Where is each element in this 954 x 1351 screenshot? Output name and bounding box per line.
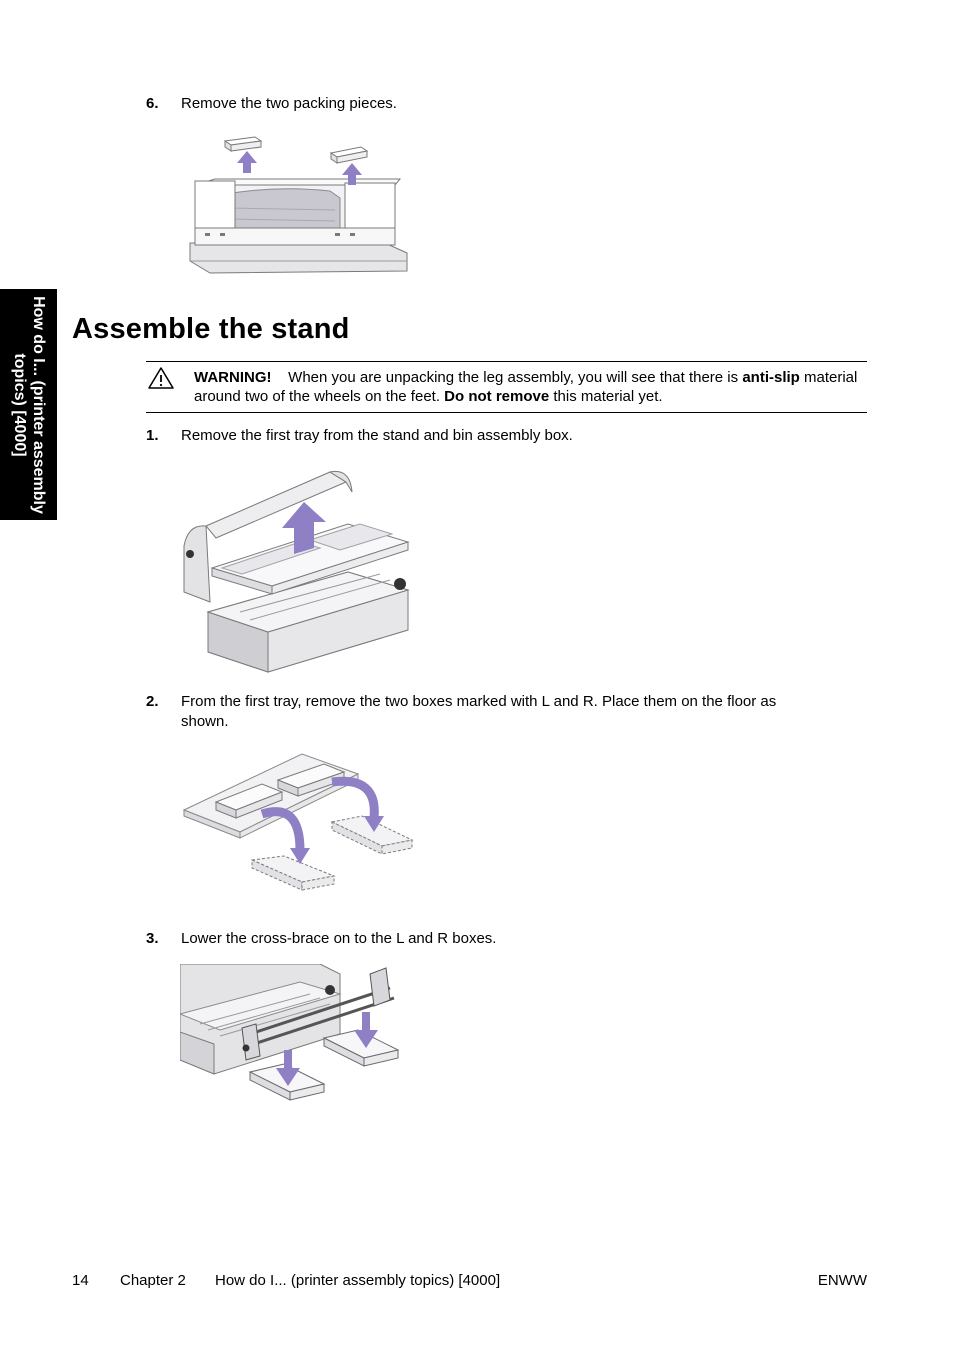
step-1-text: Remove the first tray from the stand and bin assembly box. — [181, 427, 573, 444]
step-2-number: 2. — [146, 693, 159, 710]
warning-bold-anti-slip: anti-slip — [742, 369, 800, 386]
warning-text-part1: When you are unpacking the leg assembly, you will see that there is — [288, 369, 739, 386]
warning-top-rule — [146, 361, 867, 362]
step-2-text-line2: shown. — [181, 713, 229, 730]
footer-enww: ENWW — [817, 1272, 867, 1289]
warning-bottom-rule — [146, 412, 867, 413]
footer-page-number: 14 — [72, 1272, 89, 1289]
warning-text-part2: material around two of the wheels on the feet. — [194, 369, 858, 405]
side-tab-label: How do I... (printer assembly topics) [4000] — [10, 295, 47, 514]
cross-brace-illustration — [180, 964, 406, 1118]
remove-tray-illustration — [180, 462, 412, 674]
l-r-boxes-illustration — [182, 752, 414, 912]
step-3-number: 3. — [146, 930, 159, 947]
step-3-text: Lower the cross-brace on to the L and R boxes. — [181, 930, 497, 947]
chapter-side-tab — [0, 289, 57, 520]
footer-chapter-title: How do I... (printer assembly topics) [4000] — [215, 1272, 501, 1289]
warning-bold-do-not-remove: Do not remove — [444, 388, 550, 405]
warning-triangle-icon — [147, 366, 175, 390]
warning-text — [194, 368, 869, 406]
footer-chapter: Chapter 2 — [120, 1272, 186, 1289]
step-1-number: 1. — [146, 427, 159, 444]
section-title: Assemble the stand — [72, 313, 350, 345]
step-6-number: 6. — [146, 95, 159, 112]
step-2-text-line1: From the first tray, remove the two boxes marked with L and R. Place them on the floor as — [181, 693, 777, 710]
packing-pieces-illustration — [185, 133, 411, 283]
warning-label: WARNING! — [194, 369, 272, 386]
step-6-text: Remove the two packing pieces. — [181, 95, 397, 112]
warning-text-part3: this material yet. — [553, 388, 663, 405]
